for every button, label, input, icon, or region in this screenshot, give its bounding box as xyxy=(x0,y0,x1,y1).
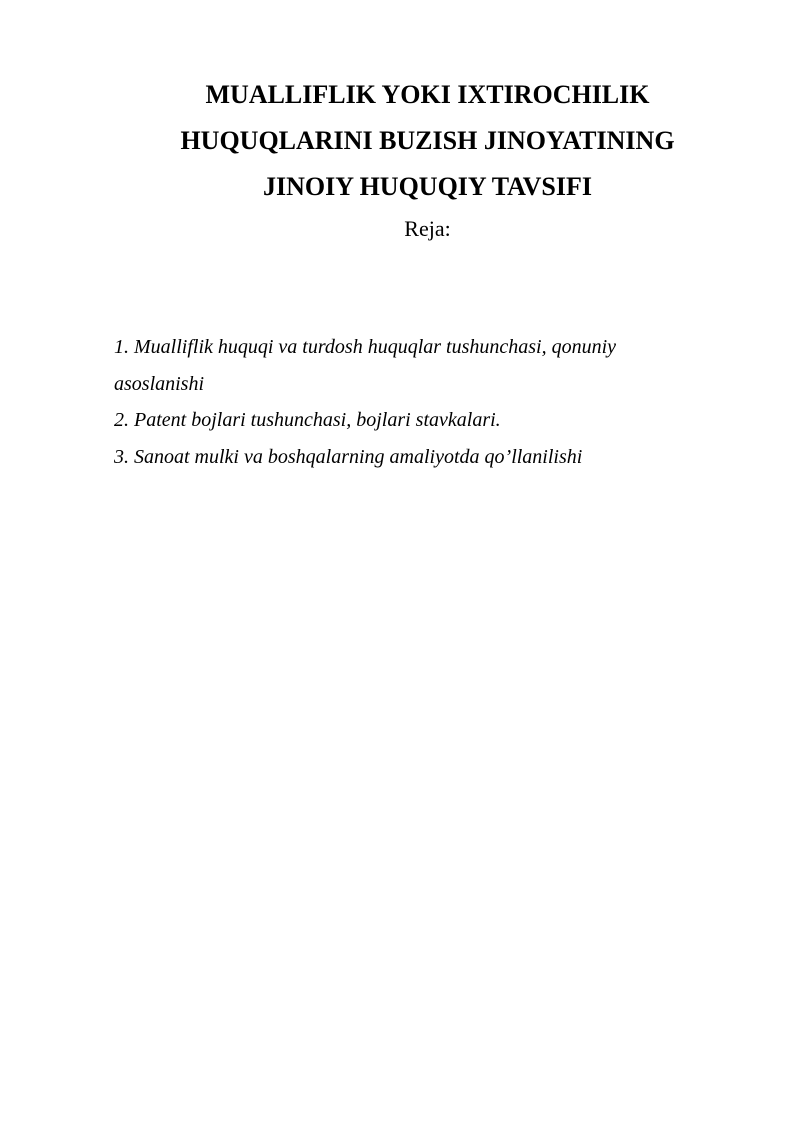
plan-item-1: 1. Mualliflik huquqi va turdosh huquqlar tushunchasi, qonuniy xyxy=(114,336,617,358)
plan-item-2: 2. Patent bojlari tushunchasi, bojlari stavkalari. xyxy=(114,409,501,431)
title-line-2: HUQUQLARINI BUZISH JINOYATINING xyxy=(180,126,675,155)
plan-heading: Reja: xyxy=(404,216,451,241)
title-block xyxy=(110,72,745,244)
plan-item-1-continuation: asoslanishi xyxy=(114,372,205,395)
title-line-1: MUALLIFLIK YOKI IXTIROCHILIK xyxy=(205,80,650,109)
title-line-3: JINOIY HUQUQIY TAVSIFI xyxy=(263,172,592,201)
plan-list xyxy=(114,329,714,475)
plan-item-3: 3. Sanoat mulki va boshqalarning amaliyotda qo’llanilishi xyxy=(114,445,583,468)
